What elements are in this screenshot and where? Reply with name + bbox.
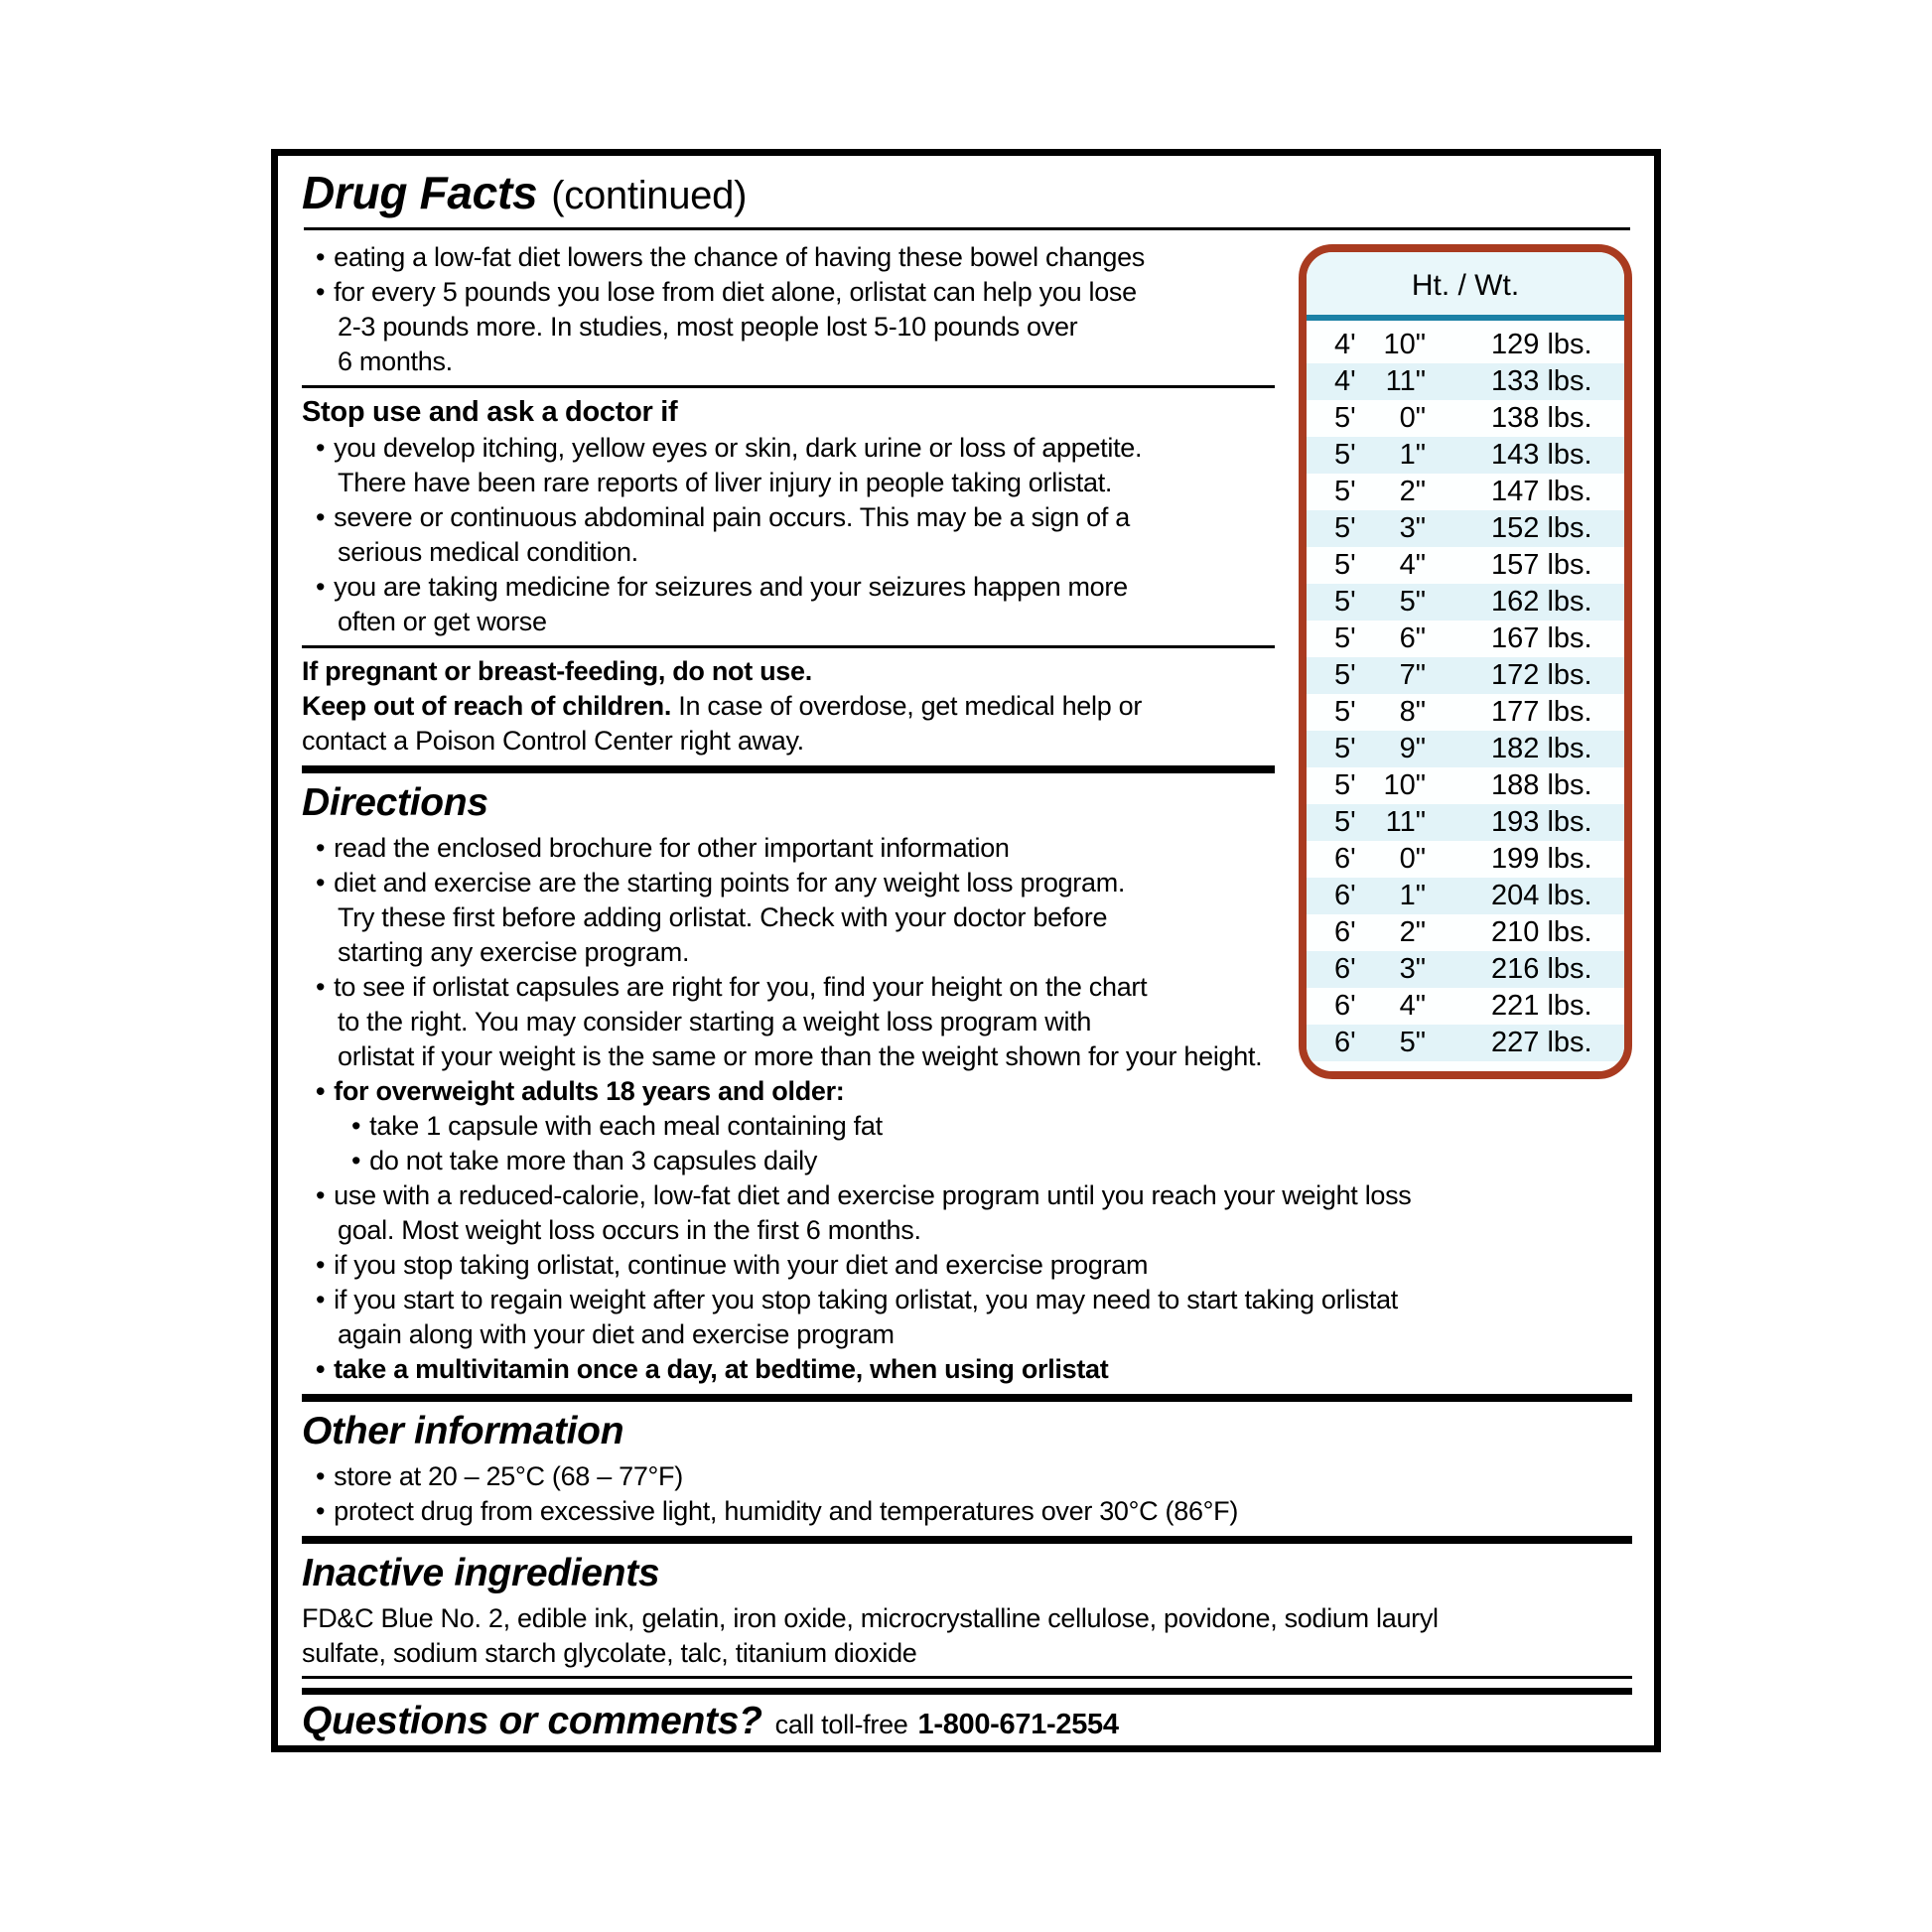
weight-cell: 143 lbs.: [1491, 439, 1592, 471]
weight-cell: 182 lbs.: [1491, 733, 1592, 764]
height-cell: 3": [1399, 512, 1426, 544]
bullet-icon: •: [316, 1285, 326, 1314]
table-row: [1307, 951, 1624, 988]
text-segment: starting any exercise program.: [338, 937, 690, 967]
list-item: [302, 1248, 1632, 1283]
height-cell: 6': [1334, 880, 1356, 911]
thin-line: [302, 1676, 1632, 1679]
height-cell: 5': [1334, 733, 1356, 764]
text-segment: you are taking medicine for seizures and your seizures happen more: [334, 572, 1128, 602]
table-row: [1307, 657, 1624, 694]
chart-rows: [1307, 321, 1624, 1071]
text-segment: eating a low-fat diet lowers the chance of having these bowel changes: [334, 242, 1145, 272]
table-row: [1307, 621, 1624, 657]
section-divider: [302, 385, 1275, 388]
questions-phone: 1-800-671-2554: [917, 1709, 1119, 1740]
weight-cell: 133 lbs.: [1491, 365, 1592, 397]
weight-cell: 188 lbs.: [1491, 769, 1592, 801]
weight-cell: 138 lbs.: [1491, 402, 1592, 434]
list-item: [302, 1109, 1632, 1144]
table-row: [1307, 988, 1624, 1025]
text-segment: read the enclosed brochure for other important information: [334, 833, 1010, 863]
table-row: [1307, 474, 1624, 510]
height-cell: 10": [1383, 329, 1426, 360]
section-divider: [302, 645, 1275, 648]
questions-line: [302, 1700, 1632, 1742]
questions-divider: [302, 1676, 1632, 1695]
text-segment: serious medical condition.: [338, 537, 638, 567]
table-row: [1307, 363, 1624, 400]
height-cell: 9": [1399, 733, 1426, 764]
text-segment: contact a Poison Control Center right away.: [302, 726, 804, 756]
section-bar: [302, 765, 1275, 773]
text-segment: 6 months.: [338, 346, 453, 376]
other-information-heading: Other information: [302, 1410, 624, 1452]
text-segment: often or get worse: [338, 607, 547, 636]
thick-line: [302, 1688, 1632, 1695]
list-item: [302, 1178, 1632, 1248]
height-cell: 6": [1399, 622, 1426, 654]
text-segment: to the right. You may consider starting a weight loss program with: [338, 1007, 1092, 1036]
table-row: [1307, 694, 1624, 731]
height-cell: 4': [1334, 329, 1356, 360]
text-segment: again along with your diet and exercise program: [338, 1319, 895, 1349]
table-row: [1307, 841, 1624, 878]
height-cell: 5': [1334, 806, 1356, 838]
text-segment: severe or continuous abdominal pain occurs. This may be a sign of a: [334, 502, 1131, 532]
bullet-icon: •: [316, 1496, 326, 1526]
height-cell: 6': [1334, 843, 1356, 875]
label-inner: [278, 156, 1654, 1742]
table-row: [1307, 327, 1624, 363]
directions-heading: Directions: [302, 781, 488, 824]
table-row: [1307, 767, 1624, 804]
text-segment: If pregnant or breast-feeding, do not use.: [302, 656, 812, 686]
weight-cell: 129 lbs.: [1491, 329, 1592, 360]
height-cell: 0": [1399, 402, 1426, 434]
section-bar: [302, 1394, 1632, 1402]
weight-cell: 147 lbs.: [1491, 476, 1592, 507]
height-cell: 5': [1334, 586, 1356, 618]
text-segment: Keep out of reach of children.: [302, 691, 672, 721]
questions-text: call toll-free: [774, 1710, 908, 1739]
table-row: [1307, 510, 1624, 547]
title-underline: [304, 227, 1630, 230]
paragraph: [302, 1601, 1632, 1671]
bullet-icon: •: [316, 1250, 326, 1280]
bullet-icon: •: [316, 572, 326, 602]
list-item: [302, 1074, 1632, 1109]
list-item: [302, 1352, 1632, 1387]
height-weight-chart: [1299, 244, 1632, 1079]
list-item: [302, 1283, 1632, 1352]
text-segment: you develop itching, yellow eyes or skin, dark urine or loss of appetite.: [334, 433, 1143, 463]
height-cell: 6': [1334, 916, 1356, 948]
bullet-icon: •: [351, 1111, 361, 1141]
text-segment: take 1 capsule with each meal containing fat: [369, 1111, 883, 1141]
height-cell: 3": [1399, 953, 1426, 985]
table-row: [1307, 437, 1624, 474]
chart-frame: [1299, 244, 1632, 1079]
table-row: [1307, 1025, 1624, 1061]
height-cell: 4": [1399, 990, 1426, 1022]
drug-facts-label: [271, 149, 1661, 1752]
inactive-ingredients-text: [302, 1601, 1632, 1671]
list-item: [302, 1459, 1632, 1494]
weight-cell: 157 lbs.: [1491, 549, 1592, 581]
text-segment: use with a reduced-calorie, low-fat diet and exercise program until you reach your weight loss: [334, 1180, 1412, 1210]
bullet-icon: •: [316, 1180, 326, 1210]
weight-cell: 216 lbs.: [1491, 953, 1592, 985]
height-cell: 5': [1334, 696, 1356, 728]
list-item: [302, 1494, 1632, 1529]
bullet-icon: •: [316, 277, 326, 307]
text-segment: do not take more than 3 capsules daily: [369, 1146, 818, 1175]
height-cell: 7": [1399, 659, 1426, 691]
bullet-icon: •: [316, 1461, 326, 1491]
text-segment: if you stop taking orlistat, continue with your diet and exercise program: [334, 1250, 1149, 1280]
bullet-icon: •: [316, 242, 326, 272]
weight-cell: 221 lbs.: [1491, 990, 1592, 1022]
height-cell: 5': [1334, 549, 1356, 581]
chart-header: Ht. / Wt.: [1307, 252, 1624, 315]
table-row: [1307, 731, 1624, 767]
weight-cell: 204 lbs.: [1491, 880, 1592, 911]
bullet-icon: •: [316, 1076, 326, 1106]
text-segment: sulfate, sodium starch glycolate, talc, titanium dioxide: [302, 1638, 917, 1668]
text-segment: 2-3 pounds more. In studies, most people lost 5-10 pounds over: [338, 312, 1078, 342]
height-cell: 2": [1399, 476, 1426, 507]
weight-cell: 227 lbs.: [1491, 1027, 1592, 1058]
bullet-icon: •: [316, 868, 326, 897]
bullet-icon: •: [316, 972, 326, 1002]
bullet-icon: •: [316, 1354, 326, 1384]
height-cell: 11": [1385, 806, 1426, 838]
height-cell: 5': [1334, 659, 1356, 691]
height-cell: 5': [1334, 439, 1356, 471]
weight-cell: 193 lbs.: [1491, 806, 1592, 838]
height-cell: 6': [1334, 1027, 1356, 1058]
height-cell: 5': [1334, 622, 1356, 654]
bullet-icon: •: [316, 833, 326, 863]
text-segment: take a multivitamin once a day, at bedtime, when using orlistat: [334, 1354, 1109, 1384]
label-content: [302, 240, 1632, 1742]
text-segment: for every 5 pounds you lose from diet alone, orlistat can help you lose: [334, 277, 1137, 307]
table-row: [1307, 584, 1624, 621]
height-cell: 5": [1399, 586, 1426, 618]
weight-cell: 199 lbs.: [1491, 843, 1592, 875]
weight-cell: 172 lbs.: [1491, 659, 1592, 691]
inactive-ingredients-heading: Inactive ingredients: [302, 1552, 660, 1594]
height-cell: 5': [1334, 402, 1356, 434]
table-row: [1307, 547, 1624, 584]
other-information-bullets: [302, 1459, 1632, 1529]
table-row: [1307, 878, 1624, 914]
height-cell: 4': [1334, 365, 1356, 397]
text-segment: orlistat if your weight is the same or more than the weight shown for your height.: [338, 1041, 1263, 1071]
weight-cell: 162 lbs.: [1491, 586, 1592, 618]
height-cell: 5': [1334, 769, 1356, 801]
height-cell: 8": [1399, 696, 1426, 728]
height-cell: 5": [1399, 1027, 1426, 1058]
height-cell: 10": [1383, 769, 1426, 801]
text-segment: There have been rare reports of liver injury in people taking orlistat.: [338, 468, 1113, 497]
height-cell: 6': [1334, 953, 1356, 985]
text-segment: protect drug from excessive light, humidity and temperatures over 30°C (86°F): [334, 1496, 1239, 1526]
list-item: [302, 1144, 1632, 1178]
text-segment: for overweight adults 18 years and older:: [334, 1076, 845, 1106]
text-segment: diet and exercise are the starting points for any weight loss program.: [334, 868, 1126, 897]
text-segment: Try these first before adding orlistat. Check with your doctor before: [338, 902, 1108, 932]
text-segment: goal. Most weight loss occurs in the first 6 months.: [338, 1215, 921, 1245]
text-segment: store at 20 – 25°C (68 – 77°F): [334, 1461, 683, 1491]
height-cell: 5': [1334, 476, 1356, 507]
height-cell: 0": [1399, 843, 1426, 875]
weight-cell: 177 lbs.: [1491, 696, 1592, 728]
bullet-icon: •: [351, 1146, 361, 1175]
text-segment: In case of overdose, get medical help or: [671, 691, 1143, 721]
height-cell: 1": [1399, 439, 1426, 471]
height-cell: 1": [1399, 880, 1426, 911]
text-segment: FD&C Blue No. 2, edible ink, gelatin, iron oxide, microcrystalline cellulose, povidone, sodium lauryl: [302, 1603, 1439, 1633]
text-segment: if you start to regain weight after you stop taking orlistat, you may need to start taking orlistat: [334, 1285, 1399, 1314]
text-segment: to see if orlistat capsules are right for you, find your height on the chart: [334, 972, 1148, 1002]
section-bar: [302, 1536, 1632, 1544]
weight-cell: 210 lbs.: [1491, 916, 1592, 948]
height-cell: 2": [1399, 916, 1426, 948]
weight-cell: 152 lbs.: [1491, 512, 1592, 544]
stop-use-heading: Stop use and ask a doctor if: [302, 396, 678, 428]
title-drug-facts: Drug Facts: [302, 167, 538, 218]
table-row: [1307, 804, 1624, 841]
height-cell: 6': [1334, 990, 1356, 1022]
bullet-icon: •: [316, 433, 326, 463]
height-cell: 4": [1399, 549, 1426, 581]
height-cell: 5': [1334, 512, 1356, 544]
questions-heading: Questions or comments?: [302, 1700, 762, 1742]
title-continued: (continued): [551, 174, 748, 217]
table-row: [1307, 400, 1624, 437]
weight-cell: 167 lbs.: [1491, 622, 1592, 654]
bullet-icon: •: [316, 502, 326, 532]
label-title: [302, 166, 1632, 219]
table-row: [1307, 914, 1624, 951]
height-cell: 11": [1385, 365, 1426, 397]
